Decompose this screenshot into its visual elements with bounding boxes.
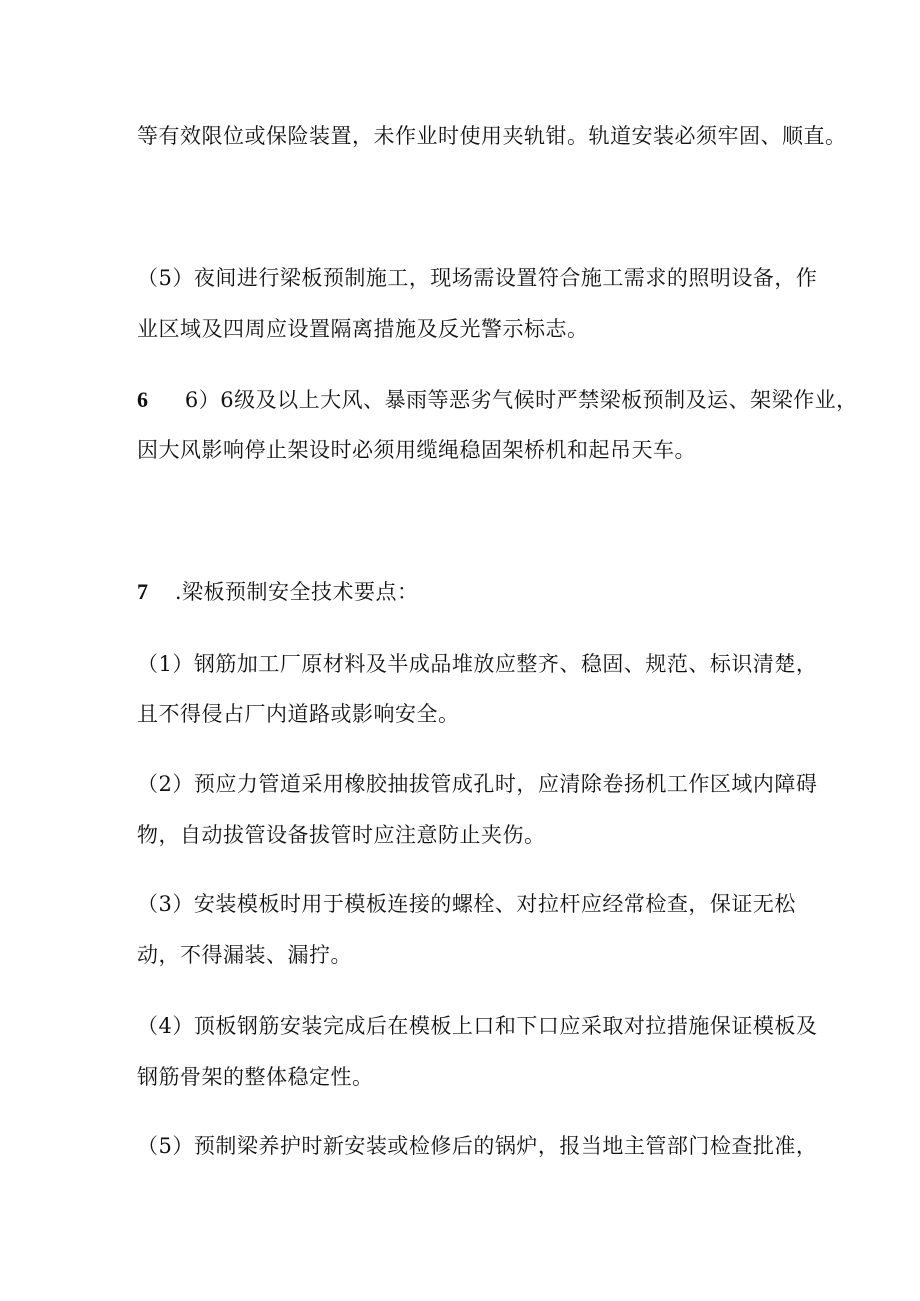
- text-line: 等有效限位或保险装置，未作业时使用夹轨钳。轨道安装必须牢固、顺直。: [137, 124, 847, 148]
- text-line: 钢筋骨架的整体稳定性。: [137, 1065, 374, 1089]
- item-number: 6: [137, 387, 149, 412]
- text-line: 因大风影响停止架设时必须用缆绳稳固架桥机和起吊天车。: [137, 438, 696, 462]
- section-number: 7: [137, 579, 149, 604]
- text-line: [137, 388, 858, 412]
- text-line: 动，不得漏装、漏拧。: [137, 943, 352, 967]
- text-line: （5）夜间进行梁板预制施工，现场需设置符合施工需求的照明设备，作: [137, 266, 818, 290]
- item-text: 6）6级及以上大风、暴雨等恶劣气候时严禁梁板预制及运、架梁作业，: [184, 388, 858, 412]
- text-line: 且不得侵占厂内道路或影响安全。: [137, 702, 460, 726]
- section-heading: [137, 580, 419, 604]
- text-line: （4）顶板钢筋安装完成后在模板上口和下口应采取对拉措施保证模板及: [137, 1014, 818, 1038]
- text-line: （2）预应力管道采用橡胶抽拔管成孔时，应清除卷扬机工作区域内障碍: [137, 772, 818, 796]
- text-line: （3）安装模板时用于模板连接的螺栓、对拉杆应经常检查，保证无松: [137, 892, 796, 916]
- text-line: （5）预制梁养护时新安装或检修后的锅炉，报当地主管部门检查批准，: [137, 1134, 818, 1158]
- text-line: 业区域及四周应设置隔离措施及反光警示标志。: [137, 317, 589, 341]
- text-line: （1）钢筋加工厂原材料及半成品堆放应整齐、稳固、规范、标识清楚，: [137, 652, 818, 676]
- section-title: .梁板预制安全技术要点：: [174, 580, 419, 604]
- text-line: 物，自动拔管设备拔管时应注意防止夹伤。: [137, 823, 546, 847]
